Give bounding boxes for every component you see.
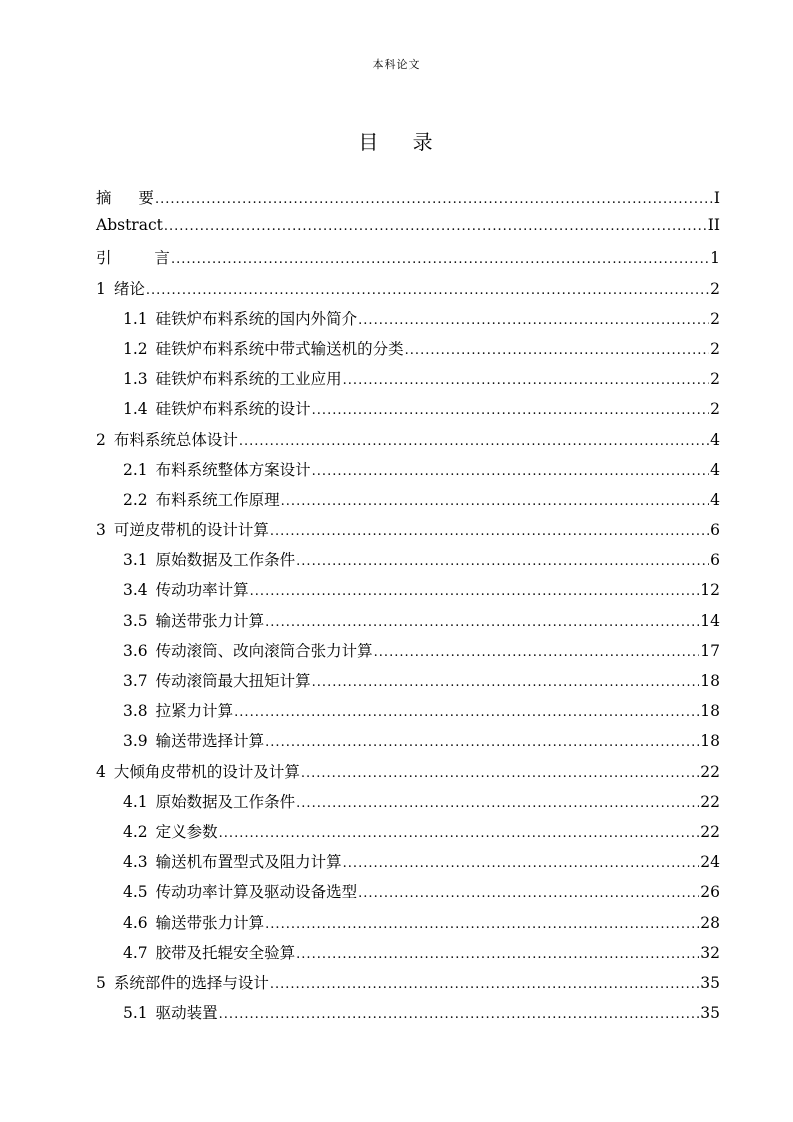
toc-page-number: 24 (700, 853, 720, 872)
toc-page-number: II (707, 216, 720, 235)
toc-entry-label (96, 428, 238, 450)
toc-page-number: 2 (710, 279, 720, 298)
toc-entry[interactable] (96, 548, 720, 578)
toc-entry[interactable] (96, 850, 720, 880)
toc-page-number: 2 (710, 400, 720, 419)
toc-page-number: 4 (710, 490, 720, 509)
toc-dot-leader (358, 886, 699, 901)
toc-entry[interactable] (96, 971, 720, 1001)
toc-entry-number: 3 (96, 521, 106, 540)
toc-entry-text: 绪论 (113, 279, 145, 298)
toc-entry-number: 3.9 (123, 732, 148, 751)
toc-page-number: 28 (700, 913, 720, 932)
toc-entry[interactable] (96, 760, 720, 790)
toc-entry-number: 4.3 (123, 853, 148, 872)
toc-entry-text: 硅铁炉布料系统的国内外简介 (155, 309, 358, 328)
toc-entry-text: 原始数据及工作条件 (155, 551, 296, 570)
toc-title: 目 录 (358, 130, 435, 154)
toc-entry-number: 2 (96, 430, 106, 449)
toc-entry[interactable] (96, 216, 720, 246)
toc-page-number: 1 (710, 249, 720, 268)
toc-entry-label (123, 729, 264, 751)
toc-entry-text: 硅铁炉布料系统的设计 (155, 400, 311, 419)
toc-entry-number: 4.1 (123, 792, 148, 811)
toc-entry-text: 输送带选择计算 (155, 732, 265, 751)
toc-entry-number: 3.4 (123, 581, 148, 600)
toc-entry-label (123, 337, 404, 359)
toc-entry-text: 输送带张力计算 (155, 913, 265, 932)
toc-entry[interactable] (96, 337, 720, 367)
toc-entry-label (123, 669, 311, 691)
toc-entry-label (123, 790, 295, 812)
toc-entry[interactable] (96, 820, 720, 850)
toc-entry-label (96, 216, 163, 234)
toc-page-number: 4 (710, 430, 720, 449)
toc-dot-leader (405, 343, 709, 358)
toc-entry[interactable] (96, 880, 720, 910)
toc-entry-number: 3.8 (123, 702, 148, 721)
toc-entry-number: 1.4 (123, 400, 148, 419)
toc-dot-leader (265, 917, 699, 932)
toc-dot-leader (250, 584, 700, 599)
toc-entry-text: 引 言 (96, 249, 170, 268)
toc-entry-text: 输送带张力计算 (155, 611, 265, 630)
toc-entry-number: 3.5 (123, 611, 148, 630)
toc-page-number: 22 (700, 762, 720, 781)
toc-entry-label (123, 880, 357, 902)
toc-entry-label (123, 397, 311, 419)
toc-page-number: 14 (700, 611, 720, 630)
toc-entry[interactable] (96, 277, 720, 307)
toc-entry-number: 4.5 (123, 883, 148, 902)
toc-page-number: 32 (700, 943, 720, 962)
toc-entry-number: 4.7 (123, 943, 148, 962)
toc-entry-label (123, 941, 295, 963)
toc-entry-text: 传动功率计算 (155, 581, 249, 600)
toc-dot-leader (270, 524, 709, 539)
toc-page-number: 22 (700, 822, 720, 841)
toc-page-number: 2 (710, 370, 720, 389)
toc-entry-text: 摘 要 (96, 189, 154, 207)
toc-entry-number: 4.2 (123, 822, 148, 841)
toc-entry-label (123, 458, 311, 480)
toc-entry-number: 3.7 (123, 672, 148, 690)
toc-page-number: 2 (710, 309, 720, 328)
toc-entry[interactable] (96, 578, 720, 608)
toc-entry-text: 布料系统工作原理 (155, 490, 280, 509)
toc-page-number: 22 (700, 792, 720, 811)
toc-entry[interactable] (96, 699, 720, 729)
toc-entry-number: 1.3 (123, 370, 148, 389)
toc-entry-label (123, 850, 342, 872)
toc-entry-text: 大倾角皮带机的设计及计算 (113, 762, 300, 781)
toc-entry[interactable] (96, 911, 720, 941)
toc-dot-leader (270, 977, 699, 992)
toc-dot-leader (343, 856, 700, 871)
toc-entry-text: 传动滚筒最大扭矩计算 (155, 672, 311, 690)
toc-dot-leader (219, 1007, 700, 1022)
toc-entry-number: 1.1 (123, 309, 148, 328)
toc-dot-leader (301, 766, 699, 781)
table-of-contents (96, 186, 720, 1031)
toc-page-number: 18 (700, 732, 720, 751)
toc-entry[interactable] (96, 941, 720, 971)
toc-entry-text: 定义参数 (155, 822, 218, 841)
toc-entry[interactable] (96, 669, 720, 699)
toc-entry-text: 胶带及托辊安全验算 (155, 943, 296, 962)
toc-dot-leader (312, 675, 700, 690)
toc-entry-label (123, 820, 218, 842)
toc-entry-label (96, 186, 154, 208)
toc-entry-label (123, 639, 373, 661)
toc-dot-leader (171, 252, 709, 267)
page-header: 本科论文 (372, 58, 421, 71)
toc-entry[interactable] (96, 397, 720, 427)
toc-entry[interactable] (96, 639, 720, 669)
toc-entry-text: Abstract (96, 216, 163, 235)
toc-entry-label (123, 307, 357, 329)
toc-entry-text: 系统部件的选择与设计 (113, 973, 269, 992)
toc-entry[interactable] (96, 488, 720, 518)
toc-page-number: 18 (700, 702, 720, 721)
toc-entry-label (123, 911, 264, 933)
toc-entry-number: 1 (96, 279, 106, 298)
toc-dot-leader (296, 947, 699, 962)
toc-entry-text: 硅铁炉布料系统中带式输送机的分类 (155, 339, 404, 358)
toc-entry-label (96, 971, 269, 993)
toc-dot-leader (239, 434, 709, 449)
toc-entry-text: 布料系统整体方案设计 (155, 460, 311, 479)
toc-entry-number: 3.6 (123, 641, 148, 660)
toc-page-number: I (713, 189, 720, 207)
toc-page-number: 26 (700, 883, 720, 902)
toc-entry-number: 4.6 (123, 913, 148, 932)
toc-entry-label (123, 548, 295, 570)
toc-entry-label (123, 488, 280, 510)
toc-dot-leader (234, 705, 699, 720)
toc-entry-label (123, 367, 342, 389)
toc-entry-label (123, 609, 264, 631)
toc-entry-label (123, 578, 249, 600)
toc-page-number: 18 (700, 672, 720, 690)
toc-page-number: 4 (710, 460, 720, 479)
toc-dot-leader (219, 826, 700, 841)
toc-entry-text: 拉紧力计算 (155, 702, 234, 721)
toc-entry[interactable] (96, 458, 720, 488)
toc-dot-leader (281, 494, 709, 509)
toc-entry-label (123, 699, 233, 721)
toc-entry[interactable] (96, 428, 720, 458)
toc-dot-leader (358, 313, 709, 328)
toc-entry-text: 传动功率计算及驱动设备选型 (155, 883, 358, 902)
toc-entry-label (96, 760, 300, 782)
toc-entry-number: 2.1 (123, 460, 148, 479)
toc-entry-number: 2.2 (123, 490, 148, 509)
toc-dot-leader (146, 283, 709, 298)
toc-dot-leader (312, 403, 709, 418)
toc-dot-leader (265, 615, 699, 630)
toc-page-number: 2 (710, 339, 720, 358)
toc-dot-leader (296, 554, 709, 569)
toc-entry-text: 原始数据及工作条件 (155, 792, 296, 811)
toc-entry-number: 5 (96, 973, 106, 992)
toc-page-number: 35 (700, 973, 720, 992)
toc-entry-label (123, 1001, 218, 1023)
toc-entry-text: 传动滚筒、改向滚筒合张力计算 (155, 641, 373, 660)
toc-entry-number: 1.2 (123, 339, 148, 358)
toc-entry[interactable] (96, 186, 720, 216)
toc-page-number: 17 (700, 641, 720, 660)
toc-dot-leader (155, 192, 713, 207)
toc-entry-text: 布料系统总体设计 (113, 430, 238, 449)
toc-dot-leader (343, 373, 709, 388)
toc-page-number: 35 (700, 1004, 720, 1023)
toc-entry-label (96, 518, 269, 540)
toc-entry[interactable] (96, 1001, 720, 1031)
toc-page-number: 6 (710, 521, 720, 540)
toc-entry[interactable] (96, 518, 720, 548)
toc-entry[interactable] (96, 367, 720, 397)
toc-page-number: 12 (700, 581, 720, 600)
toc-entry-label (96, 277, 145, 299)
toc-entry-number: 5.1 (123, 1004, 148, 1023)
toc-entry[interactable] (96, 307, 720, 337)
toc-entry-label (96, 246, 170, 268)
toc-page-number: 6 (710, 551, 720, 570)
toc-entry-number: 4 (96, 762, 106, 781)
toc-dot-leader (296, 796, 699, 811)
toc-dot-leader (312, 464, 709, 479)
toc-dot-leader (374, 645, 700, 660)
toc-dot-leader (164, 219, 707, 234)
toc-entry[interactable] (96, 246, 720, 276)
toc-entry[interactable] (96, 790, 720, 820)
toc-entry-text: 可逆皮带机的设计计算 (113, 521, 269, 540)
toc-entry-text: 硅铁炉布料系统的工业应用 (155, 370, 342, 389)
toc-entry-text: 输送机布置型式及阻力计算 (155, 853, 342, 872)
toc-entry-number: 3.1 (123, 551, 148, 570)
toc-dot-leader (265, 735, 699, 750)
toc-entry-text: 驱动装置 (155, 1004, 218, 1023)
toc-entry[interactable] (96, 609, 720, 639)
toc-entry[interactable] (96, 729, 720, 759)
